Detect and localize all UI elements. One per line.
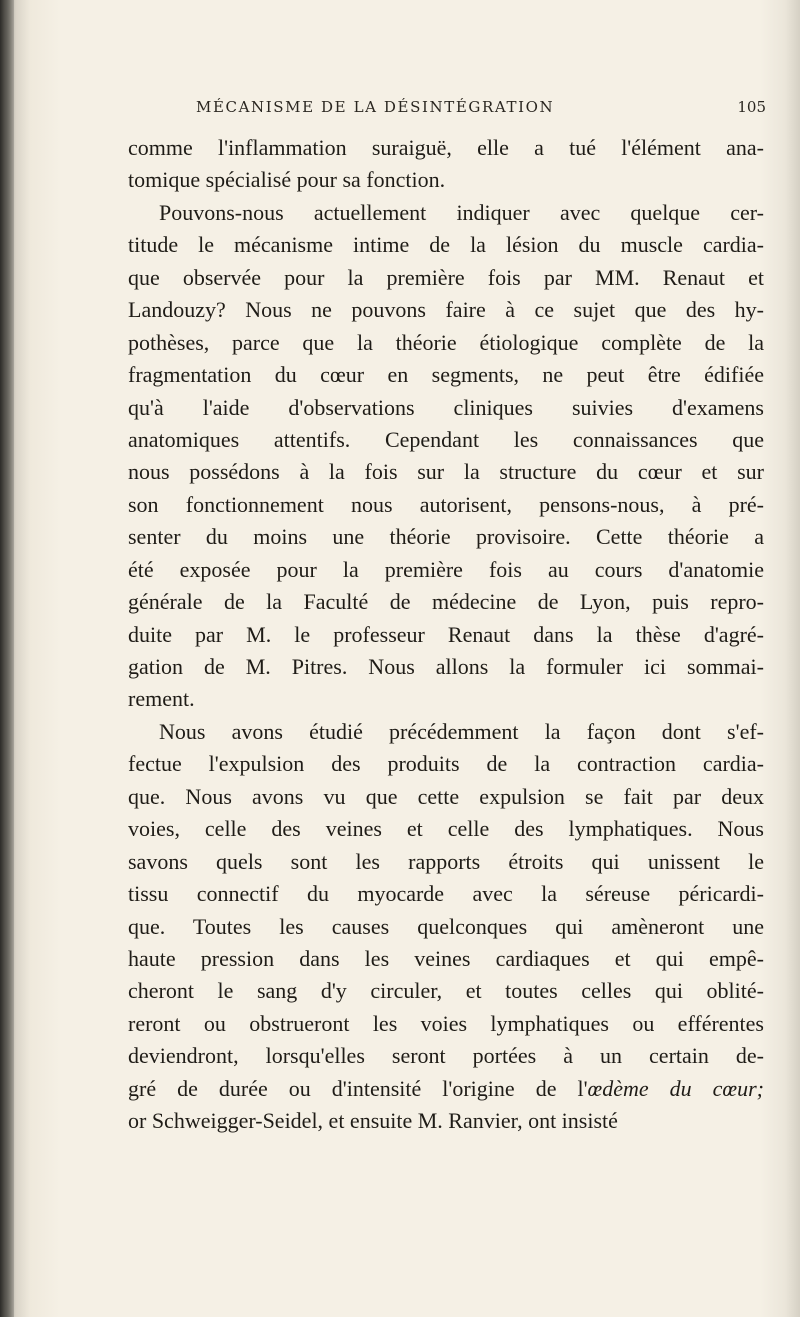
text-line: fragmentation du cœur en segments, ne peut être édifiée (128, 362, 764, 388)
text-line: tissu connectif du myocarde avec la séreuse péricardi- (128, 881, 764, 907)
text-line: son fonctionnement nous autorisent, pensons-nous, à pré- (128, 491, 764, 517)
text-line: Landouzy? Nous ne pouvons faire à ce sujet que des hy- (128, 297, 764, 323)
text-line: générale de la Faculté de médecine de Lyon, puis repro- (128, 589, 764, 615)
text-line-with-italic (128, 1073, 764, 1105)
text-line: pothèses, parce que la théorie étiologique complète de la (128, 329, 764, 355)
text-line: que observée pour la première fois par MM. Renaut et (128, 264, 764, 290)
text-line: deviendront, lorsqu'elles seront portées à un certain de- (128, 1043, 764, 1069)
text-segment: gré de durée ou d'intensité l'origine de l' (128, 1075, 588, 1101)
running-title: MÉCANISME DE LA DÉSINTÉGRATION (196, 98, 555, 116)
text-line: nous possédons à la fois sur la structure du cœur et sur (128, 459, 764, 485)
text-line: rement. (128, 686, 195, 712)
text-line: gation de M. Pitres. Nous allons la formuler ici sommai- (128, 654, 764, 679)
text-line: que. Nous avons vu que cette expulsion se fait par deux (128, 783, 764, 809)
text-line: or Schweigger-Seidel, et ensuite M. Ranvier, ont insisté (128, 1108, 618, 1134)
italic-phrase: œdème du cœur; (587, 1075, 764, 1101)
text-line: Pouvons-nous actuellement indiquer avec quelque cer- (159, 199, 764, 225)
text-line: anatomiques attentifs. Cependant les connaissances que (128, 426, 764, 452)
text-line: cheront le sang d'y circuler, et toutes celles qui oblité- (128, 978, 764, 1004)
text-line: tomique spécialisé pour sa fonction. (128, 167, 446, 193)
text-line: savons quels sont les rapports étroits qui unissent le (128, 848, 764, 874)
text-line: reront ou obstrueront les voies lymphatiques ou efférentes (128, 1010, 764, 1036)
text-line: fectue l'expulsion des produits de la contraction cardia- (128, 751, 764, 777)
text-line: haute pression dans les veines cardiaques et qui empê- (128, 945, 764, 971)
text-line: duite par M. le professeur Renaut dans la thèse d'agré- (128, 621, 764, 647)
body-text (128, 132, 764, 1138)
text-line: senter du moins une théorie provisoire. Cette théorie a (128, 524, 764, 550)
text-line: voies, celle des veines et celle des lymphatiques. Nous (128, 816, 764, 842)
page-header (196, 98, 770, 128)
text-line: été exposée pour la première fois au cours d'anatomie (128, 556, 764, 582)
page-number: 105 (737, 98, 766, 116)
book-spine-shadow (0, 0, 14, 1317)
text-line: que. Toutes les causes quelconques qui amèneront une (128, 913, 764, 939)
text-line: Nous avons étudié précédemment la façon dont s'ef- (159, 718, 764, 744)
text-line: comme l'inflammation suraiguë, elle a tué l'élément ana- (128, 135, 764, 160)
text-line: titude le mécanisme intime de la lésion du muscle cardia- (128, 232, 764, 258)
text-line: qu'à l'aide d'observations cliniques suivies d'examens (128, 394, 764, 420)
